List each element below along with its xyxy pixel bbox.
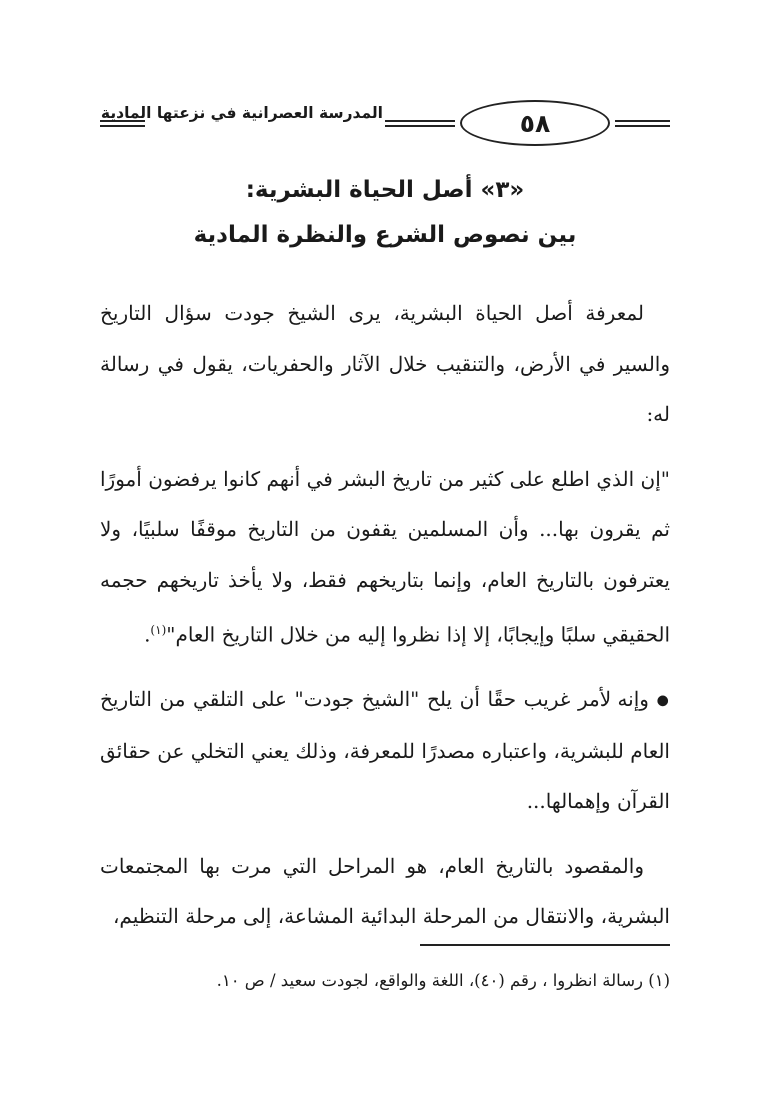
section-title-line1: «٣» أصل الحياة البشرية:	[245, 177, 525, 203]
footnote-reference: (١)	[150, 623, 167, 637]
bullet-text: وإنه لأمر غريب حقًا أن يلح "الشيخ جودت" على التلقي من التاريخ العام للبشرية، واعتباره مصدرًا للمعرفة، وذلك يعني التخلي عن حقائق القرآن وإهمالها...	[100, 687, 670, 814]
header-rule	[615, 125, 670, 127]
section-heading	[100, 168, 670, 258]
bullet-paragraph	[100, 674, 670, 827]
quotation-end: .	[144, 622, 151, 647]
bullet-icon: ●	[656, 692, 671, 709]
header-rule	[385, 125, 455, 127]
running-header	[100, 100, 670, 152]
footnote-separator	[420, 944, 670, 946]
page-number: ٥٨	[460, 100, 610, 146]
quotation-paragraph	[100, 454, 670, 661]
footnote: (١) رسالة انظروا ، رقم (٤٠)، اللغة والواقع، لجودت سعيد / ص ١٠.	[216, 971, 670, 990]
section-title-line2: بين نصوص الشرع والنظرة المادية	[193, 222, 577, 248]
header-rule	[385, 120, 455, 122]
body-text	[100, 288, 670, 942]
paragraph: والمقصود بالتاريخ العام، هو المراحل التي مرت بها المجتمعات البشرية، والانتقال من المرحلة البدائية المشاعة، إلى مرحلة التنظيم،	[100, 853, 670, 929]
running-title: المدرسة العصرانية في نزعتها المادية	[100, 104, 383, 122]
paragraph: لمعرفة أصل الحياة البشرية، يرى الشيخ جودت سؤال التاريخ والسير في الأرض، والتنقيب خلال الآثار والحفريات، يقول في رسالة له:	[100, 301, 670, 426]
header-rule	[100, 125, 145, 127]
quotation-text: "إن الذي اطلع على كثير من تاريخ البشر في أنهم كانوا يرفضون أمورًا ثم يقرون بها... وأن المسلمين يقفون من التاريخ موقفًا سلبيًا، ولا يعترفون بالتاريخ العام، وإنما بتاريخهم فقط، ولا يأخذ تاريخهم حجمه الحقيقي سلبًا وإيجابًا، إلا إذا نظروا إليه من خلال التاريخ العام"	[100, 466, 670, 647]
header-rule	[615, 120, 670, 122]
